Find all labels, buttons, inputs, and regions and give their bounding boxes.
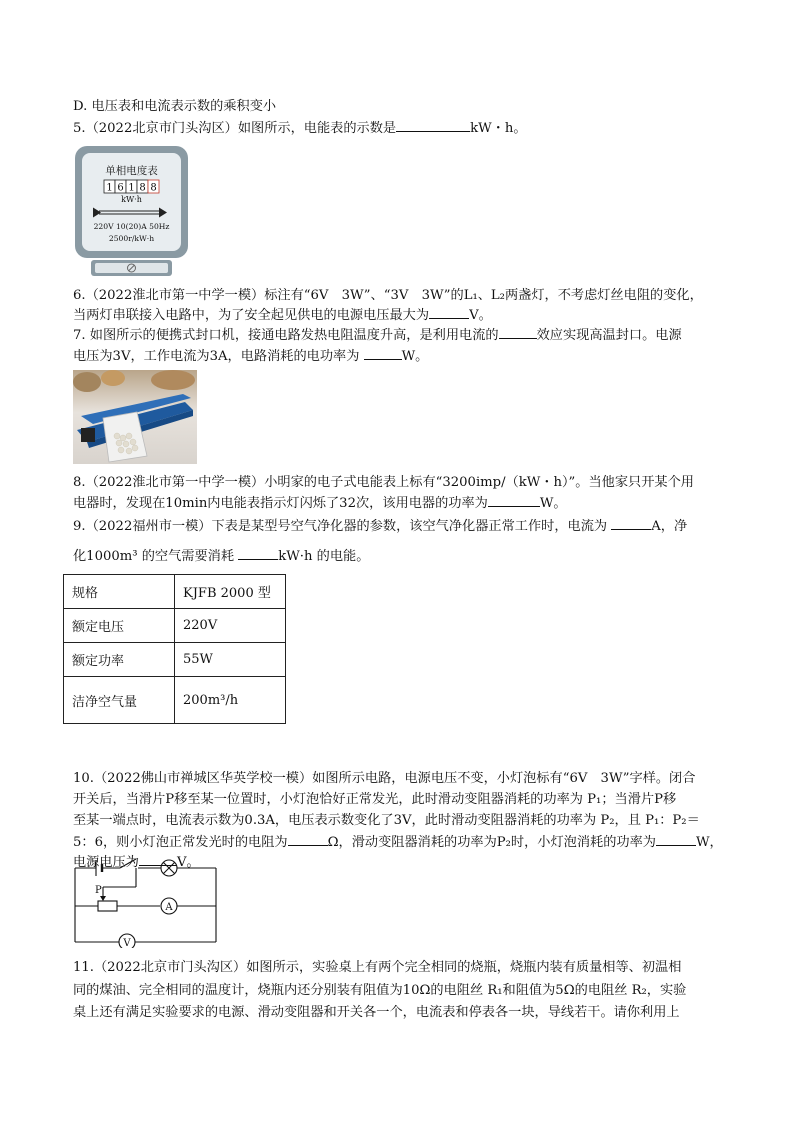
question-9-line-1: 9.（2022福州市一模）下表是某型号空气净化器的参数，该空气净化器正常工作时，电流为 A，净 [73, 519, 688, 534]
answer-blank [364, 347, 402, 360]
answer-blank [611, 517, 651, 530]
question-10-line-5: 电源电压为 V。 [73, 855, 200, 870]
question-10-line-3: 至某一端点时，电流表示数为0.3A，电压表示数变化了3V，此时滑动变阻器消耗的功率为 P₂，且 P₁：P₂＝ [73, 813, 700, 828]
meter-digit: 6 [117, 182, 124, 194]
heat-sealer-photo [73, 370, 197, 464]
question-10-line-4: 5：6，则小灯泡正常发光时的电阻为 Ω，滑动变阻器消耗的功率为P₂时，小灯泡消耗的功率为 W， [73, 835, 723, 850]
meter-digit: 1 [106, 182, 113, 194]
meter-digit: 1 [128, 182, 135, 194]
spec-name: 额定电压 [64, 609, 175, 643]
table-row [64, 575, 286, 609]
meter-spec-2: 2500r/kW·h [108, 234, 155, 243]
table-row [64, 677, 286, 724]
electric-meter-figure [73, 144, 190, 278]
spec-value: KJFB 2000 型 [175, 575, 286, 609]
purifier-spec-table [63, 574, 286, 724]
answer-blank [396, 119, 470, 132]
slider-label: P [95, 885, 102, 896]
switch-blade [120, 859, 136, 868]
answer-blank [656, 833, 696, 846]
question-8-line-2: 电器时，发现在10min内电能表指示灯闪烁了32次，该用电器的功率为 W。 [73, 496, 567, 511]
question-7-line-2: 电压为3V，工作电流为3A，电路消耗的电功率为 W。 [73, 349, 429, 364]
question-6-line-2: 当两灯串联接入电路中，为了安全起见供电的电源电压最大为 V。 [73, 308, 492, 323]
spec-value: 220V [175, 609, 286, 643]
table-row [64, 609, 286, 643]
answer-blank [499, 326, 537, 339]
answer-blank [429, 306, 469, 319]
spec-name: 洁净空气量 [64, 677, 175, 724]
question-9-line-2: 化1000m³ 的空气需要消耗 kW·h 的电能。 [73, 549, 370, 564]
food-icon [73, 372, 101, 392]
question-11-line-2: 同的煤油、完全相同的温度计，烧瓶内还分别装有阻值为10Ω的电阻丝 R₁和阻值为5Ω的电阻丝 R₂，实验 [73, 983, 687, 998]
meter-digit: 8 [139, 182, 146, 194]
spec-name: 额定功率 [64, 643, 175, 677]
answer-blank [488, 494, 540, 507]
spec-name: 规格 [64, 575, 175, 609]
voltmeter-label: V [123, 938, 131, 948]
question-10-line-1: 10.（2022佛山市禅城区华英学校一模）如图所示电路，电源电压不变，小灯泡标有“6V 3W”字样。闭合 [73, 771, 696, 786]
spec-value: 200m³/h [175, 677, 286, 724]
table-row [64, 643, 286, 677]
slider-arrow-icon [100, 896, 106, 901]
question-11-line-1: 11.（2022北京市门头沟区）如图所示，实验桌上有两个完全相同的烧瓶，烧瓶内装有质量相等、初温相 [73, 960, 682, 975]
spec-value: 55W [175, 643, 286, 677]
option-d: D. 电压表和电流表示数的乘积变小 [73, 99, 277, 114]
question-5: 5.（2022北京市门头沟区）如图所示，电能表的示数是 kW・h。 [73, 121, 527, 136]
question-10-line-2: 开关后，当滑片P移至某一位置时，小灯泡恰好正常发光，此时滑动变阻器消耗的功率为 P₁；当滑片P移 [73, 792, 677, 807]
question-11-line-3: 桌上还有满足实验要求的电源、滑动变阻器和开关各一个，电流表和停表各一块，导线若干。请你利用上 [73, 1005, 680, 1020]
meter-unit: kW·h [121, 195, 142, 204]
answer-blank [288, 833, 328, 846]
meter-digit: 8 [150, 182, 157, 194]
meter-spec-1: 220V 10(20)A 50Hz [93, 222, 170, 231]
ammeter-label: A [165, 902, 173, 913]
meter-title: 单相电度表 [105, 165, 158, 177]
circuit-diagram [70, 856, 220, 948]
question-6-line-1: 6.（2022淮北市第一中学一模）标注有“6V 3W”、“3V 3W”的L₁、L₂两盏灯，不考虑灯丝电阻的变化， [73, 288, 703, 303]
rheostat-icon [98, 901, 117, 911]
answer-blank [238, 547, 278, 560]
question-7-line-1: 7. 如图所示的便携式封口机，接通电路发热电阻温度升高，是利用电流的 效应实现高温封口。电源 [73, 328, 682, 343]
meter-digits [104, 180, 159, 194]
question-8-line-1: 8.（2022淮北市第一中学一模）小明家的电子式电能表上标有“3200imp/（kW・h）”。当他家只开某个用 [73, 475, 694, 490]
